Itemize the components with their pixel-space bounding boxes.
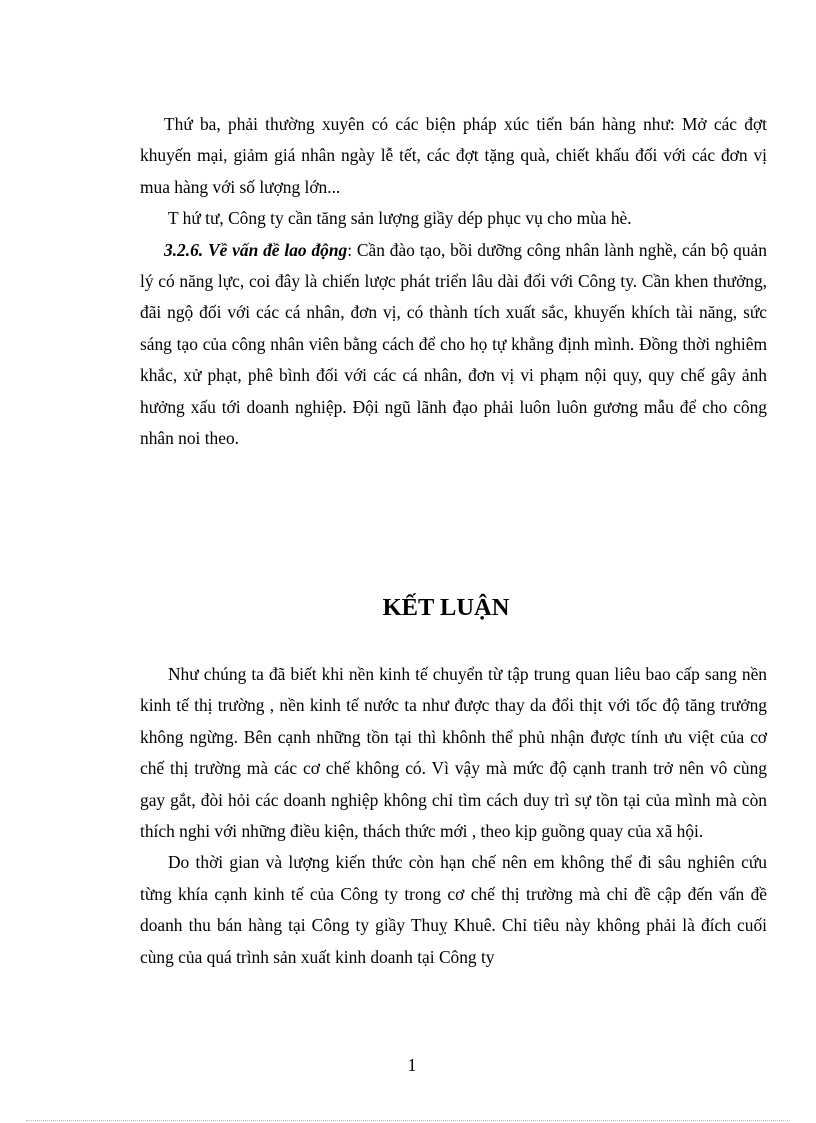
paragraph-summer-footwear: T hứ tư, Công ty cần tăng sản lượng giầy dép phục vụ cho mùa hè. (168, 208, 632, 229)
labor-body-text: Cần đào tạo, bồi dưỡng công nhân lành nghề, cán bộ quản lý có năng lực, coi đây là chiến lược phát triển lâu dài đối với Công ty. Cần khen thưởng, đãi ngộ đối với các cá nhân, đơn vị, có thành tích xuất sắc, khuyến khích tài năng, sức sáng tạo của công nhân viên bằng cách để cho họ tự khẳng định mình. Đồng thời nghiêm khắc, xử phạt, phê bình đối với các cá nhân, đơn vị vi phạm nội quy, quy chế gây ảnh hưởng xấu tới doanh nghiệp. Đội ngũ lãnh đạo phải luôn luôn gương mẫu để cho công nhân noi theo. (140, 239, 767, 449)
conclusion-title: KẾT LUẬN (382, 594, 510, 621)
footer-divider (26, 1120, 790, 1121)
paragraph-sales-promotion: Thứ ba, phải thường xuyên có các biện pháp xúc tiến bán hàng như: Mở các đợt khuyến mại, giảm giá nhân ngày lễ tết, các đợt tặng quà, chiết khấu đối với các đơn vị mua hàng với số lượng lớn... (140, 114, 767, 197)
labor-heading-separator: : (347, 239, 357, 260)
conclusion-paragraph-market: Như chúng ta đã biết khi nền kinh tế chuyển từ tập trung quan liêu bao cấp sang nền kinh tế thị trường , nền kinh tế nước ta như được thay da đổi thịt với tốc độ tăng trưởng không ngừng. Bên cạnh những tồn tại thì khônh thể phủ nhận được tính ưu việt của cơ chế thị trường mà các cơ chế không có. Vì vậy mà mức độ cạnh tranh trở nên vô cùng gay gắt, đòi hỏi các doanh nghiệp không chỉ tìm cách duy trì sự tồn tại của mình mà còn thích nghi với những điều kiện, thách thức mới , theo kịp guồng quay của xã hội. (140, 664, 767, 842)
labor-section-heading: 3.2.6. Về vấn đề lao động (164, 239, 348, 260)
page-number: 1 (407, 1055, 417, 1075)
conclusion-section (140, 659, 767, 973)
upper-section (140, 109, 767, 454)
paragraph-labor (140, 235, 767, 455)
conclusion-paragraph-scope: Do thời gian và lượng kiến thức còn hạn chế nên em không thể đi sâu nghiên cứu từng khía cạnh kinh tế của Công ty trong cơ chế thị trường mà chỉ đề cập đến vấn đề doanh thu bán hàng tại Công ty giầy Thuỵ Khuê. Chỉ tiêu này không phải là đích cuối cùng của quá trình sản xuất kinh doanh tại Công ty (140, 852, 767, 967)
